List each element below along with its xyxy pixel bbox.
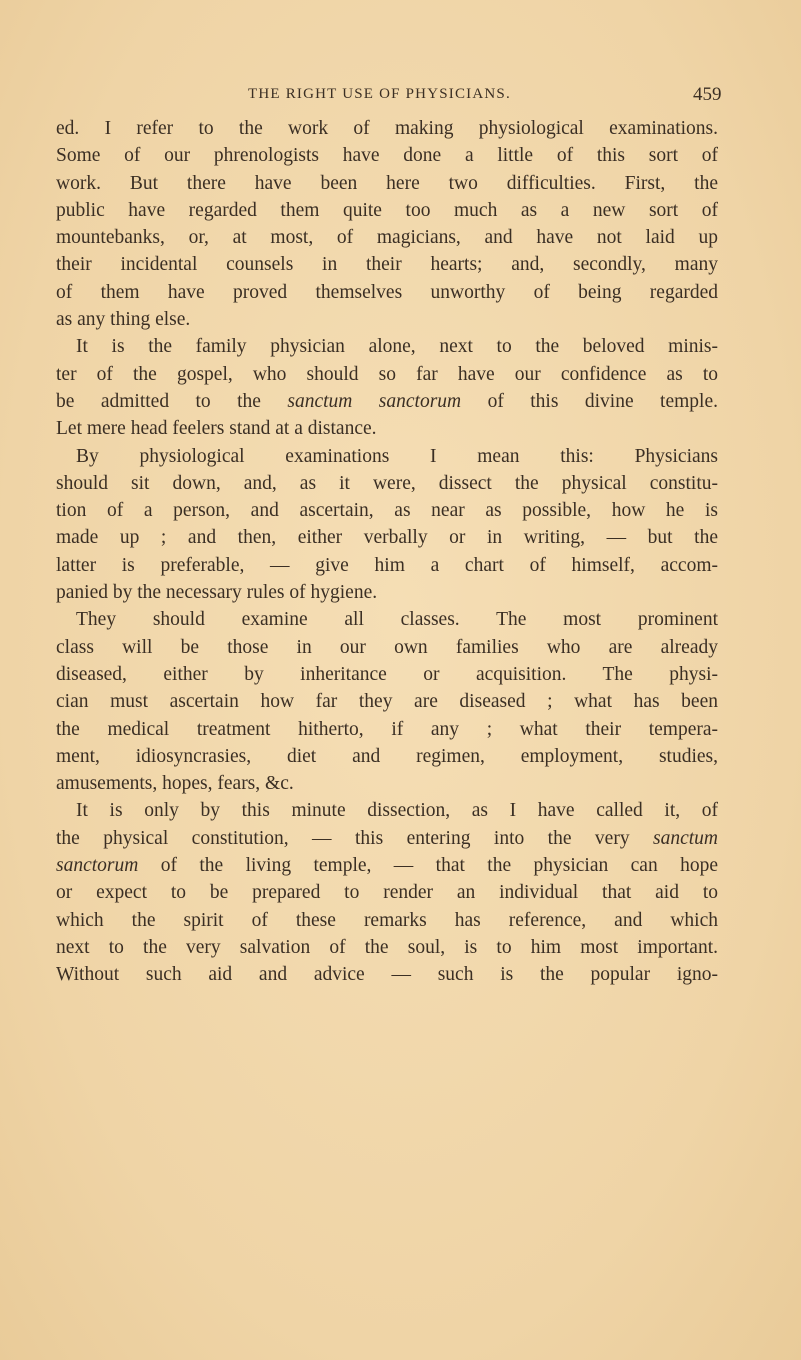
italic-phrase: sanctum — [653, 827, 718, 849]
text-segment: amusements, hopes, fears, &c. — [56, 773, 294, 795]
text-line-content — [76, 797, 718, 824]
text-segment: public have regarded them quite too much as a new sort of — [56, 199, 718, 221]
text-line — [56, 606, 718, 633]
text-line — [56, 224, 718, 251]
text-line-content — [56, 661, 718, 688]
text-line-content — [56, 388, 718, 415]
text-line — [56, 279, 718, 306]
text-line — [56, 879, 718, 906]
text-line — [56, 251, 718, 278]
text-line-content — [56, 224, 718, 251]
body-text — [56, 115, 718, 989]
text-line — [56, 552, 718, 579]
text-line-content — [56, 415, 718, 442]
text-segment: diseased, either by inheritance or acquisition. The physi- — [56, 663, 718, 685]
text-line — [56, 688, 718, 715]
text-line — [56, 907, 718, 934]
text-segment: work. But there have been here two difficulties. First, the — [56, 172, 718, 194]
text-segment: the medical treatment hitherto, if any ; what their tempera- — [56, 718, 718, 740]
text-line — [56, 743, 718, 770]
text-segment: which the spirit of these remarks has reference, and which — [56, 909, 718, 931]
text-segment: latter is preferable, — give him a chart of himself, accom- — [56, 554, 718, 576]
text-line — [56, 634, 718, 661]
text-segment: their incidental counsels in their hearts; and, secondly, many — [56, 254, 718, 276]
text-segment: of them have proved themselves unworthy of being regarded — [56, 281, 718, 303]
text-segment: ed. I refer to the work of making physiological examinations. — [56, 118, 718, 139]
text-line — [56, 661, 718, 688]
text-segment: class will be those in our own families who are already — [56, 636, 718, 658]
text-line-content — [56, 497, 718, 524]
text-segment: mountebanks, or, at most, of magicians, and have not laid up — [56, 227, 718, 249]
text-line — [56, 961, 718, 988]
text-line — [56, 197, 718, 224]
text-line-content — [56, 907, 718, 934]
text-line — [56, 415, 718, 442]
page-header — [0, 86, 801, 110]
text-segment: Without such aid and advice — such is the popular igno- — [56, 964, 718, 986]
text-line — [56, 443, 718, 470]
text-line-content — [56, 852, 718, 879]
italic-phrase: sanctorum — [56, 855, 139, 877]
text-line — [56, 306, 718, 333]
text-line — [56, 934, 718, 961]
text-segment: made up ; and then, either verbally or in writing, — but the — [56, 527, 718, 549]
text-line-content — [56, 770, 718, 797]
text-line-content — [56, 688, 718, 715]
text-line — [56, 333, 718, 360]
text-line-content — [56, 716, 718, 743]
page-number: 459 — [693, 84, 722, 105]
text-line-content — [56, 743, 718, 770]
text-segment: next to the very salvation of the soul, is to him most important. — [56, 936, 718, 958]
text-line-content — [56, 470, 718, 497]
text-line-content — [76, 333, 718, 360]
text-line — [56, 142, 718, 169]
text-line-content — [56, 825, 718, 852]
text-line — [56, 579, 718, 606]
text-line — [56, 524, 718, 551]
text-line-content — [76, 606, 718, 633]
text-segment: cian must ascertain how far they are diseased ; what has been — [56, 691, 718, 713]
text-segment: panied by the necessary rules of hygiene. — [56, 582, 378, 604]
text-segment: They should examine all classes. The most prominent — [76, 609, 718, 631]
text-line-content — [56, 579, 718, 606]
text-line-content — [56, 306, 718, 333]
text-line — [56, 797, 718, 824]
text-line-content — [56, 879, 718, 906]
text-segment: of this divine temple. — [461, 390, 718, 412]
text-segment: should sit down, and, as it were, dissect the physical constitu- — [56, 472, 718, 494]
text-segment: By physiological examinations I mean this: Physicians — [76, 445, 718, 467]
text-line-content — [56, 634, 718, 661]
text-line-content — [56, 251, 718, 278]
text-line-content — [56, 552, 718, 579]
text-line — [56, 388, 718, 415]
italic-phrase: sanctum sanctorum — [287, 390, 462, 412]
text-line-content — [56, 361, 718, 388]
text-line-content — [56, 279, 718, 306]
text-segment: or expect to be prepared to render an individual that aid to — [56, 882, 718, 904]
text-line-content — [56, 170, 718, 197]
text-segment: It is only by this minute dissection, as I have called it, of — [76, 800, 718, 822]
text-line-content — [56, 961, 718, 988]
text-segment: be admitted to the — [56, 390, 288, 412]
text-segment: as any thing else. — [56, 309, 191, 331]
text-line-content — [76, 443, 718, 470]
running-title: THE RIGHT USE OF PHYSICIANS. — [248, 86, 511, 102]
text-segment: ter of the gospel, who should so far have our confidence as to — [56, 363, 718, 385]
text-segment: the physical constitution, — this entering into the very — [56, 827, 653, 849]
text-line — [56, 716, 718, 743]
text-segment: Some of our phrenologists have done a little of this sort of — [56, 145, 718, 167]
text-line-content — [56, 524, 718, 551]
text-segment: Let mere head feelers stand at a distance. — [56, 418, 377, 440]
text-line-content — [56, 934, 718, 961]
text-line — [56, 361, 718, 388]
text-line-content — [56, 197, 718, 224]
text-line — [56, 170, 718, 197]
text-line — [56, 852, 718, 879]
text-line — [56, 115, 718, 142]
text-line — [56, 497, 718, 524]
text-segment: It is the family physician alone, next to the beloved minis- — [76, 336, 718, 358]
text-segment: of the living temple, — that the physician can hope — [138, 855, 718, 877]
text-line — [56, 470, 718, 497]
text-line — [56, 825, 718, 852]
text-line-content — [56, 142, 718, 169]
text-line — [56, 770, 718, 797]
text-line-content — [56, 115, 718, 142]
text-segment: tion of a person, and ascertain, as near as possible, how he is — [56, 500, 718, 522]
text-segment: ment, idiosyncrasies, diet and regimen, employment, studies, — [56, 745, 718, 767]
